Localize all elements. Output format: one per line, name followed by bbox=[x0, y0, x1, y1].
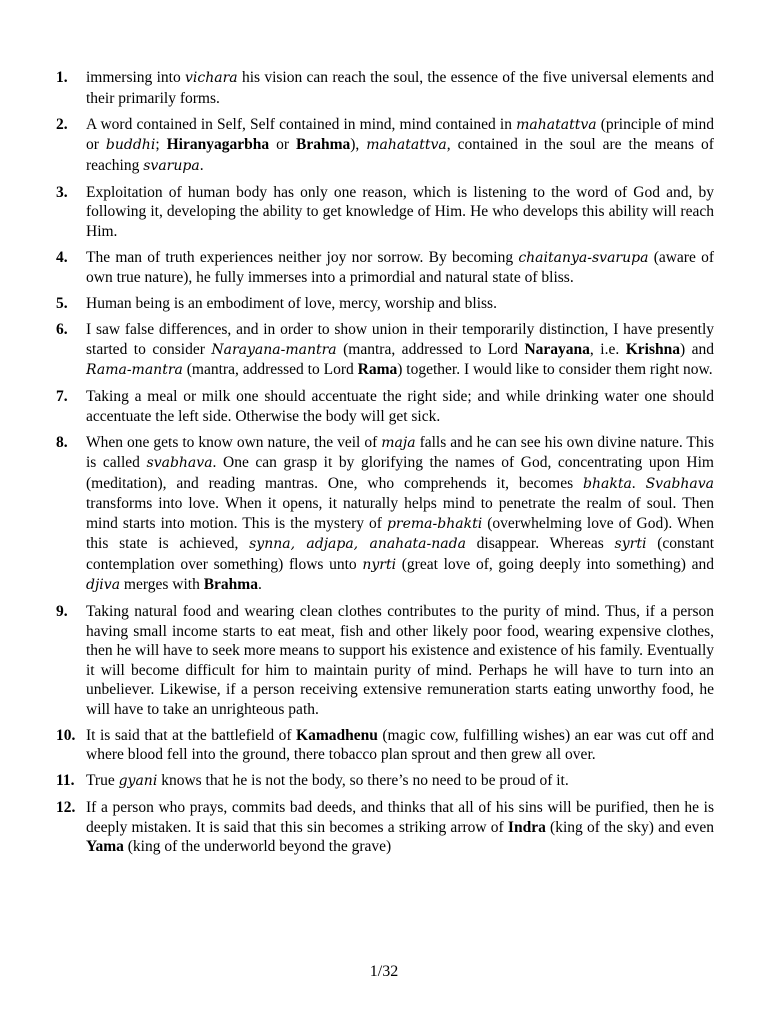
item-number: 6. bbox=[56, 321, 68, 338]
text-run: (magic cow, fulfilling wishes) an ear was cut off and where blood fell into the ground, there tobacco plan sprout and then grew all over. bbox=[86, 726, 714, 763]
text-run: (king of the sky) and even bbox=[545, 818, 714, 836]
bold-name: Indra bbox=[507, 818, 546, 836]
italic-term: mahatattva bbox=[516, 116, 597, 133]
text-run: (great love of, going deeply into something) and bbox=[396, 555, 714, 573]
bold-name: Narayana bbox=[524, 340, 590, 358]
item-number: 11. bbox=[56, 772, 75, 789]
item-number: 10. bbox=[56, 726, 76, 744]
item-number: 8. bbox=[56, 433, 68, 451]
item-number: 5. bbox=[56, 295, 68, 312]
text-run: (mantra, addressed to Lord bbox=[182, 361, 358, 378]
list-item bbox=[56, 248, 714, 288]
list-item bbox=[56, 602, 714, 719]
italic-term: nyrti bbox=[362, 556, 397, 573]
item-number: 1. bbox=[56, 69, 68, 86]
italic-term: vichara bbox=[185, 70, 238, 86]
italic-term: djiva bbox=[86, 577, 121, 593]
text-run: Taking natural food and wearing clean clothes contributes to the purity of mind. Thus, if a person having small income starts to eat meat, fish and other likely poor food, wearing expensive clothes, then he will have to seek more means to support his existence and existence of his family. Eventually it will become difficult for him to maintain purity of mind. Perhaps he will have to turn into an unbeliever. Likewise, if a person receiving extensive remuneration starts eating unworthy food, he will have to take an unrighteous path. bbox=[86, 603, 714, 718]
text-run: (overwhelming love of God). When this state is achieved, bbox=[86, 514, 714, 552]
bold-name: Yama bbox=[86, 838, 124, 855]
italic-term: chaitanya-svarupa bbox=[518, 249, 649, 266]
text-run: merges with bbox=[120, 576, 204, 593]
text-run: ), bbox=[350, 136, 367, 153]
bold-name: Rama bbox=[357, 361, 398, 378]
list-item bbox=[56, 771, 714, 792]
page-number: 1/32 bbox=[369, 963, 399, 980]
list-item bbox=[56, 183, 714, 242]
list-item bbox=[56, 115, 714, 177]
text-run: The man of truth experiences neither joy nor sorrow. By becoming bbox=[86, 248, 519, 266]
item-number: 7. bbox=[56, 388, 68, 405]
italic-term: svarupa bbox=[143, 157, 200, 174]
text-run: Exploitation of human body has only one reason, which is listening to the word of God and, by following it, developing the ability to get knowledge of Him. He who develops this ability will reach Him. bbox=[86, 183, 714, 240]
text-run: ) and bbox=[679, 340, 714, 358]
text-run: his vision can reach the soul, the essence of the five universal elements and their primarily forms. bbox=[86, 69, 714, 107]
italic-term: mahatattva bbox=[366, 137, 447, 153]
text-run: (king of the underworld beyond the grave) bbox=[123, 838, 392, 855]
text-run: True bbox=[86, 772, 119, 789]
bold-name: Brahma bbox=[295, 136, 351, 153]
text-run: . bbox=[257, 576, 262, 593]
list-item bbox=[56, 68, 714, 108]
italic-term: Svabhava bbox=[645, 475, 714, 492]
text-run: ; bbox=[155, 136, 167, 153]
list-item bbox=[56, 294, 714, 314]
bold-name: Brahma bbox=[203, 576, 258, 593]
text-run: . One can grasp it by glorifying the names of God, concentrating upon Him (meditation), and reading mantras. One, who comprehends it, becomes bbox=[86, 454, 714, 492]
text-run: or bbox=[269, 136, 296, 153]
item-number: 2. bbox=[56, 115, 68, 133]
document-body bbox=[56, 68, 714, 863]
text-run: (principle of mind or bbox=[86, 115, 714, 153]
text-run: disappear. Whereas bbox=[465, 535, 615, 552]
text-run: , i.e. bbox=[589, 340, 626, 358]
text-run: If a person who prays, commits bad deeds, and thinks that all of his sins will be purified, then he is deeply mistaken. It is said that this sin becomes a striking arrow of bbox=[86, 799, 714, 836]
text-run: falls and he can see his own divine nature. This is called bbox=[86, 433, 714, 471]
item-number: 4. bbox=[56, 248, 68, 266]
text-run: transforms into love. When it opens, it naturally helps mind to penetrate the realm of soul. Then mind starts into motion. This is the mystery of bbox=[86, 495, 714, 532]
text-run: (constant contemplation over something) flows unto bbox=[86, 535, 715, 573]
text-run: knows that he is not the body, so there’s no need to be proud of it. bbox=[157, 772, 569, 789]
italic-term: gyani bbox=[118, 773, 158, 789]
list-item bbox=[56, 726, 714, 765]
italic-term: maja bbox=[381, 434, 416, 451]
item-number: 9. bbox=[56, 603, 68, 620]
text-run: ) together. I would like to consider them right now. bbox=[397, 361, 713, 378]
text-run: It is said that at the battlefield of bbox=[86, 726, 297, 744]
list-item bbox=[56, 433, 714, 596]
list-item bbox=[56, 320, 714, 381]
italic-term: buddhi bbox=[105, 137, 156, 153]
text-run: Human being is an embodiment of love, mercy, worship and bliss. bbox=[86, 295, 497, 312]
text-run: (mantra, addressed to Lord bbox=[336, 340, 525, 358]
italic-term: svabhava bbox=[146, 455, 213, 471]
bold-name: Kamadhenu bbox=[296, 726, 378, 744]
text-run: . bbox=[631, 474, 646, 492]
italic-term: syrti bbox=[614, 536, 647, 552]
text-run: immersing into bbox=[86, 69, 186, 86]
text-run: A word contained in Self, Self contained in mind, mind contained in bbox=[86, 115, 517, 133]
text-run: (aware of own true nature), he fully immerses into a primordial and natural state of bliss. bbox=[86, 248, 714, 286]
list-item bbox=[56, 387, 714, 426]
list-item bbox=[56, 798, 714, 857]
italic-term: prema-bhakti bbox=[386, 515, 483, 532]
item-number: 3. bbox=[56, 183, 68, 201]
italic-term: synna, adjapa, anahata-nada bbox=[249, 536, 466, 552]
item-number: 12. bbox=[56, 799, 76, 816]
text-run: , contained in the soul are the means of reaching bbox=[86, 136, 714, 174]
italic-term: Narayana-mantra bbox=[211, 341, 337, 358]
text-run: I saw false differences, and in order to show union in their temporarily distinction, I have presently started to consider bbox=[86, 321, 714, 358]
text-run: . bbox=[199, 156, 204, 174]
bold-name: Krishna bbox=[625, 340, 680, 358]
bold-name: Hiranyagarbha bbox=[166, 136, 270, 153]
italic-term: bhakta bbox=[583, 475, 632, 492]
text-run: When one gets to know own nature, the veil of bbox=[86, 433, 382, 451]
text-run: Taking a meal or milk one should accentuate the right side; and while drinking water one should accentuate the left side. Otherwise the body will get sick. bbox=[86, 388, 714, 425]
italic-term: Rama-mantra bbox=[86, 362, 183, 378]
